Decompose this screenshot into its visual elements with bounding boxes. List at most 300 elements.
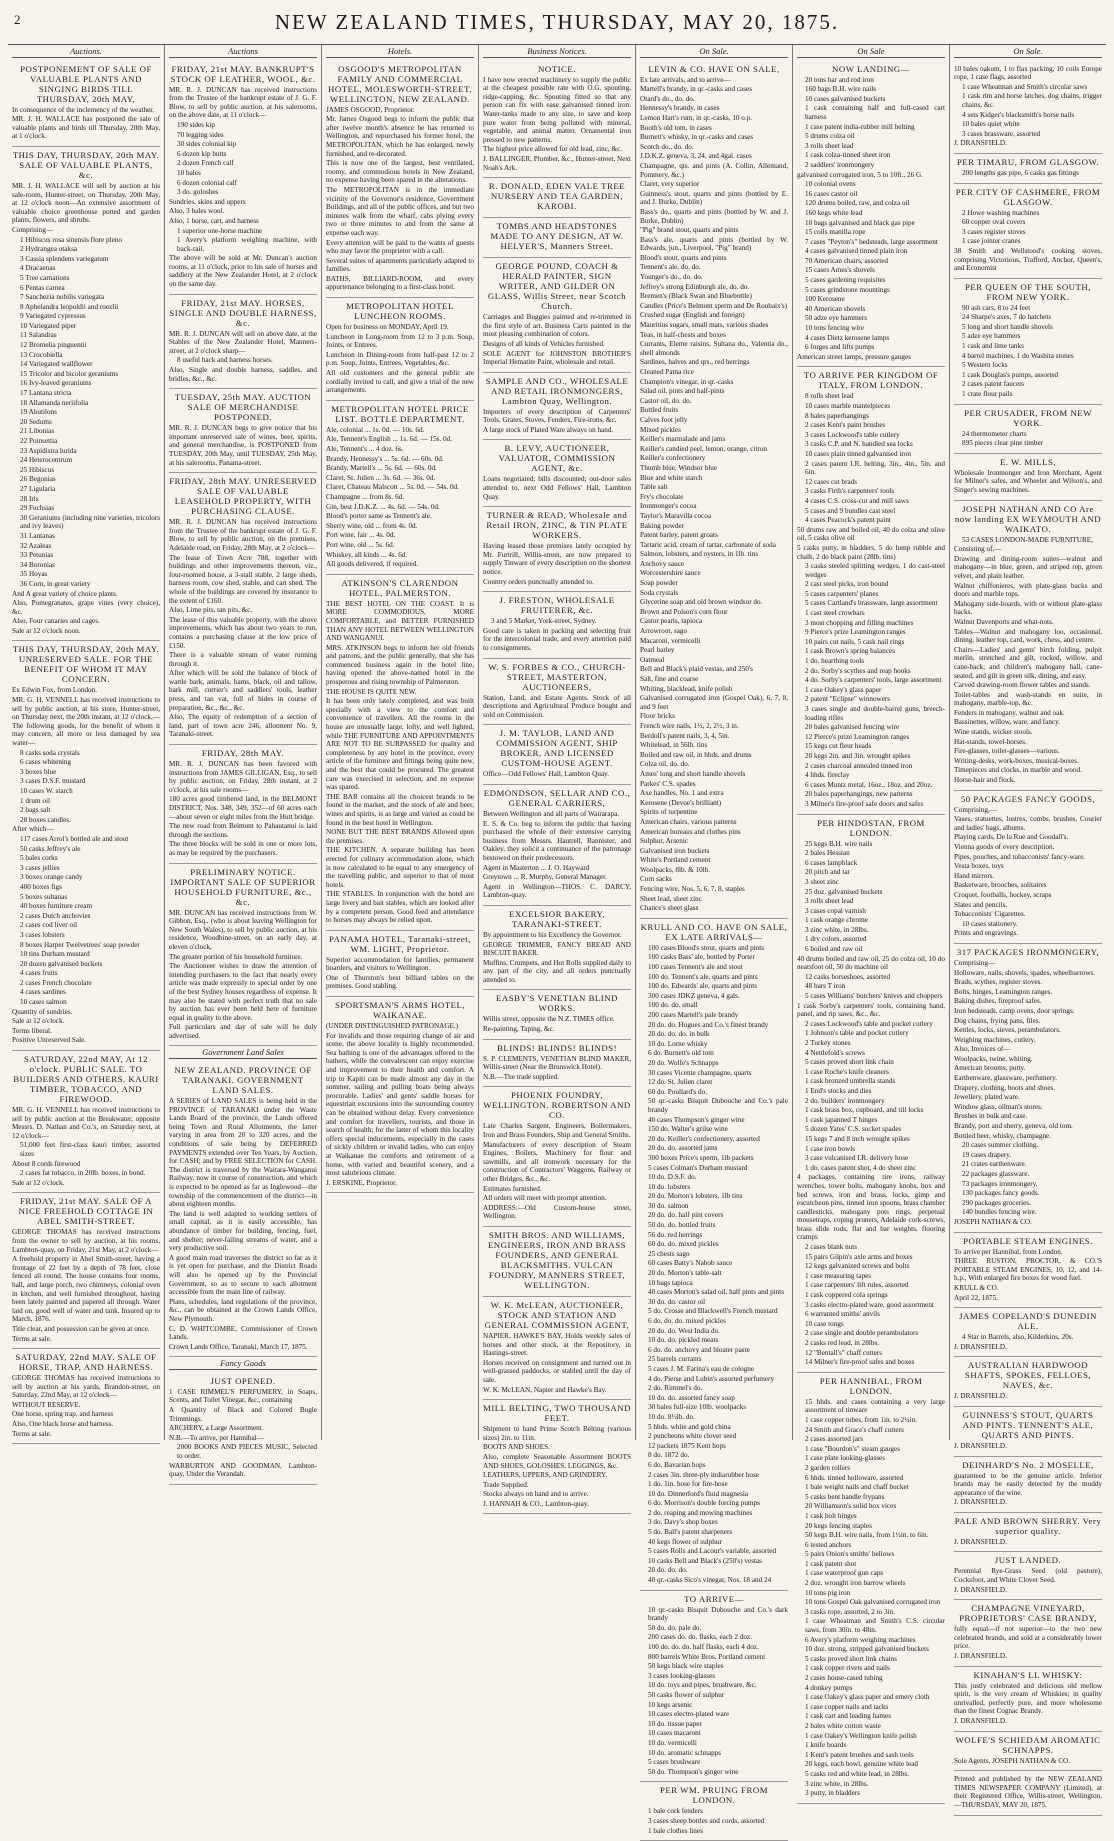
ad-line: Fencing wire, Nos. 5, 6, 7, 8, staples xyxy=(640,885,745,894)
ad-headline: W. K. McLEAN, AUCTIONEER, STOCK AND STATION AND GENERAL COMMISSION AGENT, xyxy=(484,1299,630,1330)
ad-line: 3 Cassia splendens variegatum xyxy=(20,254,109,263)
ad-headline: PER CRUSADER, FROM NEW YORK. xyxy=(964,407,1092,428)
ad-line: Burnett's whisky, in qr.-casks and cases xyxy=(640,133,754,142)
ad-line: 32 Azaleas xyxy=(20,541,52,550)
ad-line: 2 garden rollers xyxy=(805,1463,851,1472)
ad-line: 2 bags salt xyxy=(20,806,51,815)
ad-headline: OSGOOD'S METROPOLITAN FAMILY AND COMMERCIAL HOTEL, MOLESWORTH-STREET, WELLINGTON, NEW ZEALAND. xyxy=(328,63,472,104)
ad-line: 1 cask patent shot xyxy=(805,1559,857,1568)
advertisement xyxy=(483,1040,631,1088)
ad-line: 4 cases fruits xyxy=(20,969,58,978)
ad-line: 28 Iris xyxy=(20,494,39,503)
ad-line: 1 case "Bourdon's" steam gauges xyxy=(805,1444,900,1453)
ad-line: 5 casks proved short link chains xyxy=(805,1654,898,1663)
column-heading: Auctions xyxy=(169,45,317,58)
ad-line: Booth's old tom, in cases xyxy=(640,123,712,132)
ad-line: 10 bales xyxy=(177,168,201,177)
ad-line: 3 case vulcanised I.R. delivery hose xyxy=(805,1154,909,1163)
ad-line: This is now one of the largest, best ventilated, roomy, and commodious hotels in New Zealand, no expense having been spared in the alterations. xyxy=(326,159,474,185)
advertisement xyxy=(326,575,474,931)
advertisement xyxy=(483,373,631,441)
ad-line: 19 Abutilons xyxy=(20,408,57,417)
ad-headline: THIS DAY, THURSDAY, 20th MAY. UNRESERVED SALE. FOR THE BENEFIT OF WHOM IT MAY CONCERN. xyxy=(12,644,160,685)
ad-line: Ale, Tennent's ... 4 doz. 6s. xyxy=(326,445,404,453)
ad-line: 20 do. do. do. in bulk xyxy=(648,1030,710,1039)
ad-line: 1 bale clothes lines xyxy=(648,1826,703,1835)
ad-line: 50 qr.-casks Bisquit Dubouche and Co.'s pale brandy xyxy=(648,1097,788,1114)
advertisement xyxy=(954,1457,1102,1513)
ad-line: 40 qr.-casks Sico's vinegar, Nos. 18 and 24 xyxy=(648,1576,772,1585)
ad-line: 300 boxes Price's sperm, 1lb packets xyxy=(648,1153,754,1162)
ad-line: The lease of Town Acre 788, together with buildings and other improvements thereon, viz., four-roomed house, a 3-stall stable, 2 large sheds, harness room, cow shed, stable, and cart shed. The whole of the buildings are covered by insurance to the extent of £160. xyxy=(169,553,317,605)
ad-line: 3 Milner's fire-proof safe doors and safes xyxy=(805,799,924,808)
ad-line: 2 cases blank nuts xyxy=(805,1243,858,1252)
ad-headline: EDMONDSON, SELLAR AND CO., GENERAL CARRIERS, xyxy=(483,787,631,808)
ad-line: Agent in Masterton ... J. O. Hayward xyxy=(483,863,590,872)
ad-line: 56 do. red herrings xyxy=(648,1230,703,1239)
ad-line: 10 case tongs xyxy=(805,1319,844,1328)
ad-line: 5 cases Colman's Durham mustard xyxy=(648,1163,748,1172)
ad-line: 4 do. Sorby's carpenters' tools, large assortment xyxy=(805,676,942,685)
ad-line: Otard's do., do. do. xyxy=(640,94,695,103)
ad-line: 29 Fuchsias xyxy=(20,504,55,513)
ad-line: Carved drawing-room flower tables and stands. xyxy=(954,681,1091,690)
advertisement xyxy=(797,61,945,368)
ad-line: Ex Edwin Fox, from London. xyxy=(12,686,98,695)
advertisement xyxy=(12,1349,160,1444)
ad-line: 3 putty, in bladders xyxy=(805,1789,861,1798)
ad-line: 3 do. Davy's shop boxes xyxy=(648,1518,718,1527)
ad-line: 2 cases patent I.R. belting, 3in., 4in., 5in. and 6in. xyxy=(805,459,945,477)
ad-line: Bassinettes, willow, ware, and fancy. xyxy=(954,718,1061,727)
column-heading: On Sale. xyxy=(640,45,788,58)
ad-line: Whiting, blacklead, knife polish xyxy=(640,684,733,693)
ad-line: J. DRANSFIELD. xyxy=(954,139,1007,148)
ad-line: Importers of every description of Carpenters' Tools, Grates, Stoves, Fenders, Fire-irons, &c. xyxy=(483,407,631,425)
ad-line: 20 do. do. West India do. xyxy=(648,1326,720,1335)
ad-line: 895 pieces clear pine timber xyxy=(962,439,1044,448)
ad-line: 13 Crocobiella xyxy=(20,350,63,359)
ad-headline: SATURDAY, 22nd MAY, At 12 o'clock. PUBLIC SALE. TO BUILDERS AND OTHERS. KAURI TIMBER, TOBACCO, AND FIREWOOD. xyxy=(13,1054,159,1105)
ad-headline: NEW ZEALAND. PROVINCE OF TARANAKI. GOVERNMENT LAND SALES. xyxy=(174,1065,312,1096)
ad-line: Horse-hair and flock. xyxy=(954,776,1016,785)
ad-line: 6 dozen kip butts xyxy=(177,149,227,158)
ad-line: Weighing machines, cutlery. xyxy=(954,1035,1036,1044)
ad-line: 20 tons bar and rod iron xyxy=(805,75,874,84)
ad-line: Sale at 12 o'clock. xyxy=(12,1178,65,1187)
ad-headline: MILL BELTING, TWO THOUSAND FEET. xyxy=(483,1403,631,1424)
ad-line: J.D.K.Z. geneva, 3, 24, and 4gal. cases xyxy=(640,152,752,161)
ad-line: Port wine, fair ... 4s. 0d. xyxy=(326,531,396,540)
ad-line: 10 doz. strong, stripped galvanised buckets xyxy=(805,1645,929,1654)
ad-line: Consisting of,— xyxy=(954,545,1002,554)
ad-line: Hennessy's brandy, in cases xyxy=(640,104,720,113)
ad-headline: PER WM. PRUING FROM LONDON. xyxy=(659,1785,769,1806)
ad-line: Tables—Walnut and mahogany loo, occasional, dining, leather top, card, work, chess, and centre. xyxy=(954,627,1102,645)
ad-line: 4 barrel machines, 1 do Washita stones xyxy=(962,351,1074,360)
ad-line: Bass's ale, quarts and pints (bottled by W. Edwards, jun., Liverpool, "Pig" brand) xyxy=(640,235,788,253)
ad-line: fully equal—if not superior—to the two new celebrated brands, and sold at a considerably lower price. xyxy=(954,1625,1102,1651)
ad-line: Mahogany side-boards, with or without plate-glass backs. xyxy=(954,599,1102,617)
ad-line: 3 rolls sheet lead xyxy=(805,141,854,150)
ad-line: 21 Libonias xyxy=(20,427,55,436)
ad-line: Also, Invoices of— xyxy=(954,1045,1011,1054)
ad-line: 10 do. vermicelli xyxy=(648,1738,697,1747)
ad-line: American brooms, putty. xyxy=(954,1064,1026,1073)
ad-line: Between Wellington and all parts of Wairarapa. xyxy=(483,809,620,818)
ad-line: Willis street, opposite the N.Z. TIMES office. xyxy=(483,1015,615,1024)
ad-line: 10 tons pig iron xyxy=(805,1588,851,1597)
ad-line: Salad oil, pints and half-pints xyxy=(640,387,725,396)
ad-line: 1 cask containing half and full-cased cart harness xyxy=(805,104,945,121)
ad-line: 25 doz. galvanised buckets xyxy=(805,887,883,896)
ad-line: 28 boxes candles. xyxy=(20,815,71,824)
ad-line: J. DRANSFIELD. xyxy=(954,1537,1007,1546)
ad-line: Berdoll's patent nails, 3, 4, 5in. xyxy=(640,731,730,740)
ad-line: Sole Agents, JOSEPH NATHAN & CO. xyxy=(954,1756,1071,1765)
ad-line: Muffins, Crumpets, and Hot Rolls supplied daily to any part of the city, and all orders punctually attended to. xyxy=(483,958,631,984)
ad-headline: TOMBS AND HEADSTONES MADE TO ANY DESIGN, AT W. HELYER'S, Manners Street. xyxy=(490,221,624,252)
ad-line: 150 do. Walter's grilse wine xyxy=(648,1125,728,1134)
ad-line: 10 cases macaroni xyxy=(648,1729,701,1738)
ad-line: 2 doz. wrought iron barrow wheels xyxy=(805,1579,906,1588)
ad-line: 5 cases brushware xyxy=(648,1758,701,1767)
ad-line: 6 hhds. tinned holloware, assorted xyxy=(805,1473,904,1482)
ad-line: Whiskey, all kinds ... 4s. 6d. xyxy=(326,550,408,559)
advertisement xyxy=(954,154,1102,184)
ad-line: 10 do. Dinnerford's fluid magnesia xyxy=(648,1489,749,1498)
ad-line: MR. G. H. VENNELL has received instructions to sell by public auction at the Breakwater, opposite Messrs. D. Nathan and Co.'s, on Saturday next, at 12 o'clock— xyxy=(12,1106,160,1140)
ad-line: 10 cases stationery. xyxy=(962,919,1018,928)
ad-line: 2 do. builders' ironmongery xyxy=(805,1096,885,1105)
ad-line: 50 drums raw and boiled oil, 40 do colza and olive oil, 5 casks olive oil xyxy=(797,525,945,543)
ad-line: Brandy, port and sherry, geneva, old tom. xyxy=(954,1122,1073,1131)
ad-line: Vases, statuettes, lustres, combs, brushes, Courier and ladies' bags, albums. xyxy=(954,815,1102,832)
ad-line: 10 bags galvanised and black gas pipe xyxy=(805,218,915,227)
advertisement xyxy=(640,61,788,919)
ad-line: 3 casks steeled splitting wedges, 1 do cast-steel wedges xyxy=(805,562,945,579)
ad-headline: SMITH BROS. AND WILLIAMS, ENGINEERS, IRON AND BRASS FOUNDERS, AND GENERAL BLACKSMITHS. VULCAN FOUNDRY, MANNERS STREET, WELLINGTON. xyxy=(487,1229,627,1290)
ad-line: 8 rolls sheet lead xyxy=(805,392,854,401)
ad-line: J. BALLINGER, Plumber, &c., Hunter-street, Next Noah's Ark. xyxy=(483,154,631,172)
ad-line: Printed and published by the NEW ZEALAND TIMES NEWSPAPER COMPANY (Limited), at their Registered Office, Willis-street, Wellington.—THURSDAY, MAY 20, 1875. xyxy=(954,1775,1102,1809)
ad-line: Walnut chiffonieres, with plate-glass backs and doors and marble tops. xyxy=(954,581,1102,599)
ad-line: 53 CASES LONDON-MADE FURNITURE, xyxy=(962,535,1093,544)
ad-line: Pipes, pouches, and tobacconists' fancy-ware. xyxy=(954,852,1086,861)
ad-line: Spirits of turpentine xyxy=(640,808,698,817)
ad-line: Sulphur, Arsenic xyxy=(640,837,689,846)
ad-line: 50 casks Jeffrey's ale xyxy=(20,844,81,853)
ad-line: Brads, scythes, register stoves. xyxy=(954,978,1043,987)
ad-line: Blood's porter same as Tennent's ale. xyxy=(326,512,432,521)
ad-line: Bell and Black's plaid vestas, and 250's xyxy=(640,665,753,674)
ad-line: Superior accommodation for families, permanent boarders, and visitors to Wellington. xyxy=(326,955,474,973)
ad-line: MR. G. H. VENNELL has received instructions to sell by public auction, at his store, Hunter-street, on Thursday next, the 20th instant, at 12 o'clock,—The following goods, for the benefit of whom it may concern, all more or less damaged by sea water— xyxy=(12,696,160,748)
ad-line: Chairs—Ladies' and gents' birch folding, pulpit merlin, stretched and gilt, rocked, willow, and cane-back; and children's mahogany hall, cane-seated, and gilt in green silk, dining, and easy. xyxy=(954,645,1102,680)
ad-line: Soap powder xyxy=(640,579,678,588)
ad-line: Sardines, halves and qrs., red herrings xyxy=(640,358,750,367)
ad-line: Anchovy sauce xyxy=(640,559,685,568)
advertisement xyxy=(169,389,317,473)
ad-line: 8 bales paperhangings xyxy=(805,411,869,420)
ad-line: 20 do. Keiller's confectionery, assorted xyxy=(648,1134,760,1143)
ad-line: 24 thermometer charts xyxy=(962,429,1027,438)
column-5 xyxy=(636,45,793,1835)
ad-line: 9 Pierce's prize Leamington ranges xyxy=(805,628,906,637)
ad-headline: JUST OPENED. xyxy=(210,1375,276,1386)
ad-line: Station, Land, and Estate Agents. Stock of all descriptions and Agricultural Produce bought and sold on Commission. xyxy=(483,693,631,719)
ad-line: Hat-stands, towel-horses. xyxy=(954,737,1027,746)
advertisement xyxy=(483,1227,631,1297)
column-1 xyxy=(8,45,165,1440)
ad-line: BOOTS AND SHOES. xyxy=(483,1443,550,1452)
ad-line: 12 packets 1875 Kent hops xyxy=(648,1441,726,1450)
ad-headline: PER QUEEN OF THE SOUTH, FROM NEW YORK. xyxy=(965,281,1091,302)
ad-line: Comprising— xyxy=(954,958,996,967)
ad-line: 15 hhds. and cases containing a very large assortment of tinware xyxy=(805,1397,945,1415)
masthead xyxy=(8,0,1106,45)
ad-line: 21 crates earthenware. xyxy=(962,1160,1027,1169)
ad-line: Keiller's candied peel, lemon, orange, citron xyxy=(640,444,768,453)
ad-line: Pearl barley xyxy=(640,646,675,655)
ad-line: Also, complete Seasonable Assortment BOOTS AND SHOES, GOLOSHES, LEGGINGS, &c. xyxy=(483,1452,631,1470)
ad-line: Vienna goods of every description. xyxy=(954,843,1055,851)
ad-line: After which will be sold the balance of block of wattle bark, animals, hams, black, oil and tallow, bark mill, currier's and saddlers' tools, leather press, and tan vat, full of hides in course of preparation, &c., &c., &c. xyxy=(169,669,317,712)
ad-line: Also, Lime pits, tan pits, &c. xyxy=(169,606,253,615)
advertisement xyxy=(483,440,631,507)
advertisement xyxy=(169,864,317,1047)
ad-line: Wine stands, wicker stools. xyxy=(954,728,1033,737)
ad-line: 3 zinc white, in 28lbs. xyxy=(805,1779,869,1788)
ad-line: 1 CASE RIMMEL'S PERFUMERY, in Soaps, Scents, and Toilet Vinegar, &c., containing xyxy=(169,1387,317,1405)
ad-line: 20 kegs fencing staples xyxy=(805,1521,872,1530)
ad-line: Hand mirrors. xyxy=(954,871,995,880)
ad-line: Tartaric acid, cream of tartar, carbonate of soda xyxy=(640,540,776,549)
ad-line: Colza oil, do. do. xyxy=(640,760,690,769)
ad-line: 1 cask cart and leading hames xyxy=(805,1712,892,1721)
ad-headline: FRIDAY, 21st MAY. SALE OF A NICE FREEHOLD COTTAGE IN ABEL SMITH-STREET. xyxy=(18,1196,154,1227)
column-6 xyxy=(793,45,950,1798)
ad-headline: PANAMA HOTEL, Taranaki-street, WM. LIGHT, Proprietor. xyxy=(329,933,471,954)
ad-line: 1 Johnson's table and pocket cutlery xyxy=(805,1029,909,1038)
ad-line: Ale, Tennent's English ... 1s. 6d. — 15s. 0d. xyxy=(326,435,453,444)
ad-headline: SAMPLE AND CO., WHOLESALE AND RETAIL IRONMONGERS, Lambton Quay, Wellington. xyxy=(485,375,629,406)
ad-line: April 22, 1875. xyxy=(954,1293,998,1302)
ad-line: 6 forges and lifts pumps xyxy=(805,343,875,352)
ad-line: 20 do. Morton's table-salt xyxy=(648,1269,722,1278)
ad-line: 3 cases D.S.F. mustard xyxy=(20,777,86,786)
advertisement xyxy=(797,815,945,1373)
ad-line: 6 do. Burnett's old tom xyxy=(648,1049,714,1058)
ad-line: 100 do. Tennent's ale, quarts and pints xyxy=(648,972,758,981)
ad-line: Horses received on consignment and turned out in well-grassed paddocks, or stabled until the day of sale. xyxy=(483,1358,631,1384)
ad-line: Late Charles Sargent, Engineers, Boilermakers, Iron and Brass Founders, Ship and General Smiths. xyxy=(483,1122,631,1140)
ad-line: 5 casks putty, in bladders, 5 do lump rubble and chalk, 2 do black paint (28lb. tins) xyxy=(797,543,945,561)
ad-line: 10 do. D.S.F. do. xyxy=(648,1173,697,1182)
ad-line: Corn sacks xyxy=(640,875,672,884)
columns-container xyxy=(8,45,1106,1835)
ad-line: 100 cases Blood's stout, quarts and pints xyxy=(648,943,765,952)
ad-line: 2 case single and double perambulators xyxy=(805,1329,919,1338)
ad-line: 4 cases Dietz kerosene lamps xyxy=(805,333,890,342)
ad-line: J. DRANSFIELD. xyxy=(954,1652,1007,1661)
ad-line: 40 kegs flower of sulphur xyxy=(648,1537,722,1546)
column-heading: Hotels. xyxy=(326,45,474,58)
ad-line: 1 drum oil xyxy=(20,796,50,805)
ad-line: 10 qr.-casks Bisquit Dubouche and Co.'s dark brandy xyxy=(648,1605,788,1623)
ad-line: 10 tins Durham mustard xyxy=(20,950,90,959)
ad-line: 2 cases Dutch anchovies xyxy=(20,911,91,920)
ad-line: LEATHERS, UPPERS, AND GRINDERY. xyxy=(483,1471,608,1480)
ad-line: 40 cases Thompson's ginger wine xyxy=(648,1115,745,1124)
advertisement xyxy=(169,1373,317,1485)
ad-line: Keiller's confectionery xyxy=(640,454,706,463)
ad-line: 27 Ligularia xyxy=(20,484,56,493)
ad-line: Arrowroot, sago xyxy=(640,627,688,636)
ad-line: Bottled fruits xyxy=(640,406,679,415)
ad-line: Also, One black horse and harness. xyxy=(12,1420,114,1429)
ad-line: Woolpacks, twine, whiting. xyxy=(954,1054,1033,1063)
ad-line: ADDRESS:—Old Custom-house street, Wellington. xyxy=(483,1203,631,1221)
ad-headline: JAMES COPELAND'S DUNEDIN ALE. xyxy=(959,1311,1097,1332)
ad-line: Quantity of sundries. xyxy=(12,1007,73,1016)
ad-line: Window glass, oilman's stores. xyxy=(954,1102,1043,1111)
ad-line: Patent barley, patent groats xyxy=(640,531,718,540)
ad-line: Soda crystals xyxy=(640,588,679,597)
ad-line: Salmon, lobsters, and oysters, in 1lb. tins xyxy=(640,550,759,559)
ad-line: 24 Smith and Grace's chaff cutters xyxy=(805,1425,904,1434)
ad-line: White's Portland cement xyxy=(640,856,711,865)
ad-line: 6 dozen colonial calf xyxy=(177,178,238,187)
advertisement xyxy=(483,592,631,658)
ad-headline: TO ARRIVE PER KINGDOM OF ITALY, FROM LONDON. xyxy=(803,370,939,391)
ad-headline: JOSEPH NATHAN AND CO Are now landing EX WEYMOUTH AND WAIKATO. xyxy=(954,503,1102,534)
ad-line: 10 cases marble mantelpieces xyxy=(805,402,891,410)
advertisement xyxy=(326,298,474,401)
ad-headline: WOLFE'S SCHIEDAM AROMATIC SCHNAPPS. xyxy=(955,1734,1101,1755)
ad-line: 40 drums boiled and raw oil, 25 do colza oil, 10 do neatsfoot oil, 50 do machine oil xyxy=(797,954,945,972)
ad-line: Manufacturers of every description of Steam Engines, Boilers, Machinery for flour and sawmills, and all ironwork necessary for the construction of Contractors' Waggons, Railway or other Bridges, &c., &c. xyxy=(483,1140,631,1183)
ad-line: 300 cases JDKZ geneva, 4 gals. xyxy=(648,991,740,1000)
ad-line: Bolts, hinges, Leamington ranges. xyxy=(954,987,1053,996)
ad-line: Good care is taken in packing and selecting fruit for the intercolonial trade, and every attention paid to consignments. xyxy=(483,626,631,652)
ad-line: 4 cases Peacock's patent paint xyxy=(805,516,891,525)
ad-line: 10 cases plain tinned galvanised iron xyxy=(805,449,911,458)
ad-line: 6 cases lampblack xyxy=(805,858,858,867)
ad-line: I have now erected machinery to supply the public at the cheapest possible rate with O.G. spouting, ridge-capping, &c. Spouting fitted so that any person can fix with ease galvanised tinned iron. Water-tanks made to any size, to save and keep pure water from being polluted with mineral, vegetable, and animal matter. Ornamental iron pressed to new patterns. xyxy=(483,75,631,144)
ad-line: SOLE AGENT for JOHNSTON BROTHER'S Imperial Hematite Paint, wholesale and retail. xyxy=(483,349,631,367)
ad-headline: GUINNESS'S STOUT, QUARTS AND PINTS. TENNENT'S ALE, QUARTS AND PINTS. xyxy=(962,1409,1094,1440)
ad-line: Worcestershire sauce xyxy=(640,569,701,578)
ad-line: 160 kegs white lead xyxy=(805,208,863,217)
ad-line: 1 cask copper rivets and nails xyxy=(805,1664,890,1673)
ad-line: Comprising— xyxy=(12,225,54,234)
ad-line: Stocks always on hand and to arrive. xyxy=(483,1490,589,1499)
ad-headline: PER CITY OF CASHMERE, FROM GLASGOW. xyxy=(955,186,1101,207)
ad-line: 1 bale cork fenders xyxy=(648,1807,703,1816)
ad-line: 3 zinc white, in 28lbs. xyxy=(805,925,869,934)
ad-line: Mr. James Osgood begs to inform the public that after twelve month's absence he has returned to Wellington, and repurchased his former hotel, the METROPOLITAN, which he has enlarged, newly furnished, and re-decorated. xyxy=(326,115,474,158)
ad-line: MR. J. H. WALLACE has postponed the sale of valuable plants and birds till Thursday, 20th May, at 1 o'clock. xyxy=(12,115,160,141)
ad-line: Walnut Davenports and what-nots. xyxy=(954,617,1054,626)
ad-line: MR. R. J. DUNCAN has been favored with instructions from JAMES GILLIGAN, Esq., to sell by public auction, on Friday, 28th instant, at 2 o'clock, at his sale rooms— xyxy=(169,760,317,794)
ad-line: 51,000 feet first-class kauri timber, assorted sizes xyxy=(20,1141,160,1158)
ad-line: 10 do. 8½lb. do. xyxy=(648,1412,695,1421)
ad-line: Ale, colonial ... 1s. 0d. — 10s. 6d. xyxy=(326,425,425,434)
advertisement xyxy=(169,61,317,295)
ad-line: 6 do. Bavarian hops xyxy=(648,1460,706,1469)
ad-line: 12 do. St. Julien claret xyxy=(648,1078,713,1087)
ad-headline: DEINHARD'S No. 2 MOSELLE, xyxy=(962,1459,1094,1470)
ad-line: 2000 BOOKS AND PIECES MUSIC, Selected to order. xyxy=(177,1443,317,1461)
ad-line: 1 case copper tubes, from 1in. to 2¼in. xyxy=(805,1415,917,1424)
ad-headline: E. W. MILLS, xyxy=(999,456,1057,467)
ad-line: Sundries, skins and uppers xyxy=(169,197,246,206)
ad-line: J. DRANSFIELD. xyxy=(954,1441,1007,1450)
ad-line: 4 Dracaenas xyxy=(20,264,56,273)
ad-line: 4 hhds. fireclay xyxy=(805,771,850,780)
ad-line: Also, Pomegranates, grape vines (very choice), &c. xyxy=(12,599,160,616)
ad-line: 2 Howe washing machines xyxy=(962,208,1040,217)
ad-line: 1 case copper nails and tacks xyxy=(805,1702,889,1711)
advertisement xyxy=(640,1591,788,1783)
ad-headline: LEVIN & CO. HAVE ON SALE, xyxy=(648,63,780,74)
ad-line: THE HOUSE IS QUITE NEW. xyxy=(326,687,417,696)
ad-line: 20 bales galvanised fencing wire xyxy=(805,723,900,732)
ad-line: 5 cases gardening requisites xyxy=(805,276,886,285)
ad-line: Kerosene (Devoe's brilliant) xyxy=(640,798,722,807)
ad-line: GEORGE THOMAS has received instructions to sell by auction at his yards, Brandon-street, on Saturday, 22nd May, at 12 o'clock— xyxy=(12,1374,160,1400)
column-3 xyxy=(322,45,479,1440)
ad-line: JAMES OSGOOD, Proprietor. xyxy=(326,105,415,114)
ad-line: Parkes' C.S. spades xyxy=(640,779,696,788)
ad-line: Currants, Eleme raisins, Sultana do., Valentia do., shell almonds xyxy=(640,340,788,357)
ad-line: 180 acres good timbered land, in the BELMONT DISTRICT, Nos. 348, 349, 352—of 60 acres each—about seven or eight miles from the Hutt bridge. xyxy=(169,795,317,821)
ad-line: 17 Lantana stricta xyxy=(20,389,72,398)
ad-headline: 317 PACKAGES IRONMONGERY, xyxy=(956,946,1100,957)
ad-line: 15 coils manilla rope xyxy=(805,228,866,237)
ad-line: NONE BUT THE BEST BRANDS Allowed upon the premises. xyxy=(326,828,474,845)
ad-headline: POSTPONEMENT OF SALE OF VALUABLE PLANTS AND SINGING BIRDS TILL THURSDAY, 20th MAY, xyxy=(20,63,152,104)
ad-line: 50 do. do. pale do. xyxy=(648,1623,702,1632)
ad-line: Estimates furnished. xyxy=(483,1184,542,1193)
ad-line: 3 casks Firth's carpenters' tools xyxy=(805,487,895,496)
ad-line: 70 American chairs, assorted xyxy=(805,256,889,265)
ad-line: 1 do. 1in. hose for fire-hose xyxy=(648,1480,728,1489)
ad-line: 34 Boronias xyxy=(20,560,55,569)
ad-line: guaranteed to be the genuine article. Inferior brands may be easily detected by the muddy appearance of the wine. xyxy=(954,1471,1102,1497)
ad-line: Sheet lead, sheet zinc xyxy=(640,894,702,903)
ad-line: Crown Lands Office, Taranaki, March 17, 1875. xyxy=(169,1342,308,1351)
advertisement xyxy=(954,1513,1102,1553)
ad-line: 18 Allamanda neriifolia xyxy=(20,398,89,407)
ad-line: Champagne, qts. and pints (A. Collin, Allemand, Pommery, &c.) xyxy=(640,161,788,179)
ad-line: 290 packages groceries. xyxy=(962,1198,1031,1207)
ad-line: 50 do. Thompson's ginger wine xyxy=(648,1767,739,1776)
ad-line: 5 cases Cartland's brassware, large assortment xyxy=(805,599,938,608)
ad-line: 2 patent "Eclipse" winnowers xyxy=(805,695,891,704)
advertisement xyxy=(954,1407,1102,1457)
ad-line: 48 bars T iron xyxy=(805,982,846,991)
ad-line: 400 boxes figs xyxy=(20,882,62,891)
ad-line: Also, Single and double harness, saddles, and bridles, &c., &c. xyxy=(169,366,317,383)
ad-line: Country orders punctually attended to. xyxy=(483,577,594,586)
ad-line: 130 packages fancy goods. xyxy=(962,1189,1040,1198)
ad-line: In consequence of the inclemency of the weather. xyxy=(12,105,155,114)
ad-line: Scotch do., do. do. xyxy=(640,142,694,151)
ad-line: Bremen's (Black Swan and Bluebottle) xyxy=(640,292,752,301)
ad-line: Floor bricks xyxy=(640,712,675,721)
